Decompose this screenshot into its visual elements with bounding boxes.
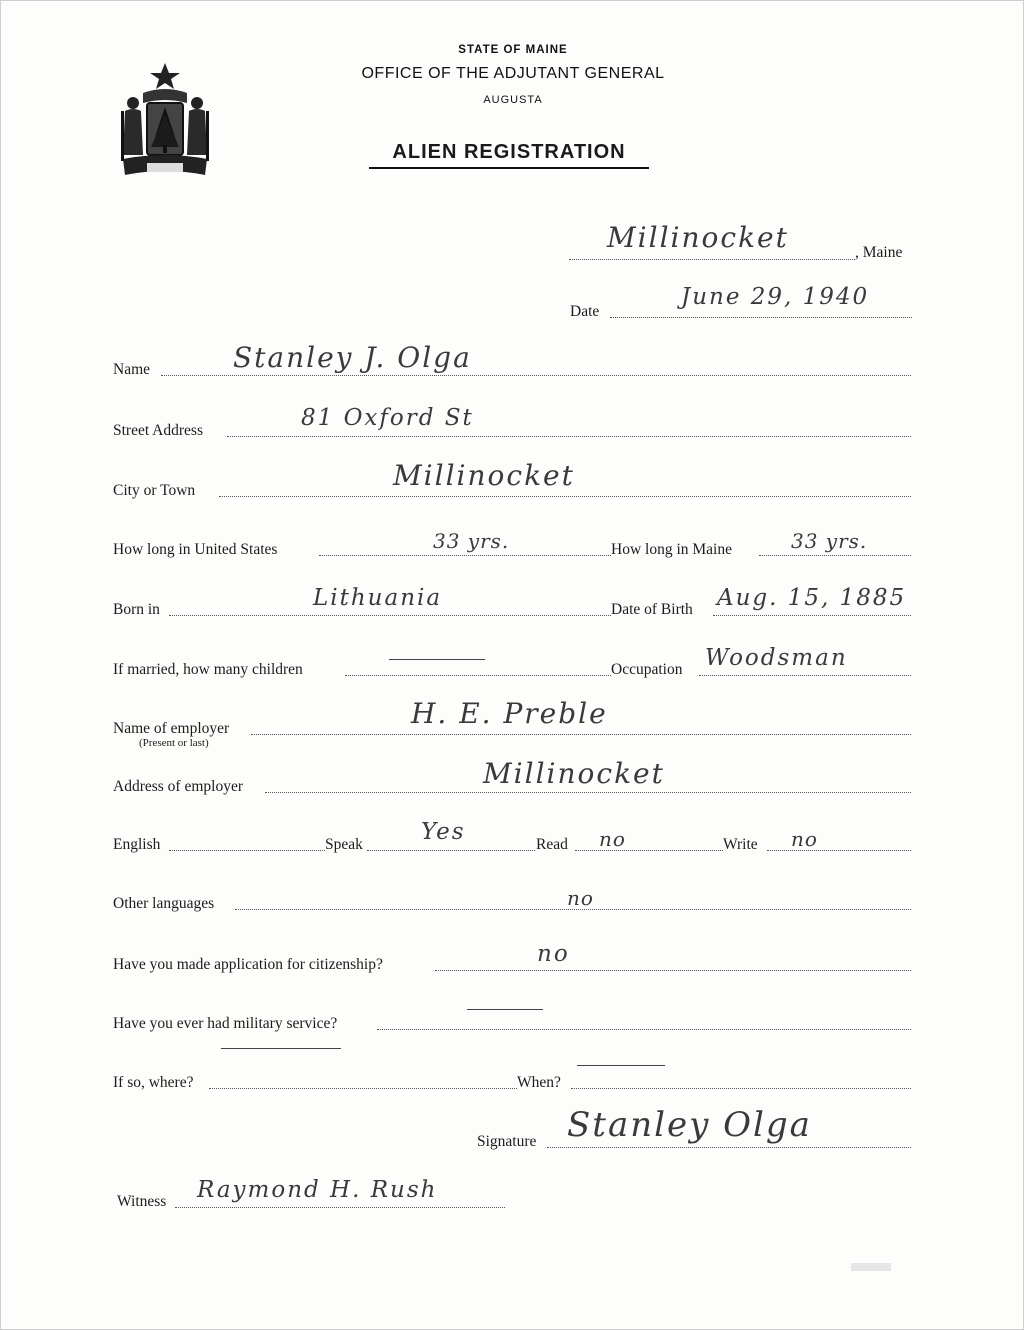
military-dash-mark (467, 1009, 543, 1010)
name-label: Name (113, 361, 151, 378)
write-label: Write (723, 836, 758, 853)
office-heading: OFFICE OF THE ADJUTANT GENERAL (361, 65, 665, 82)
other-languages-label: Other languages (113, 895, 215, 912)
occupation-value: Woodsman (705, 645, 848, 671)
city-town-label: City or Town (113, 482, 196, 499)
employer-address-value: Millinocket (483, 757, 665, 790)
citizenship-value: no (537, 941, 570, 967)
citizenship-label: Have you made application for citizenship? (113, 956, 383, 973)
how-long-us-label: How long in United States (113, 541, 278, 558)
state-heading: STATE OF MAINE (458, 44, 568, 56)
witness-value: Raymond H. Rush (197, 1177, 438, 1203)
form-title: ALIEN REGISTRATION (369, 141, 649, 169)
how-long-maine-value: 33 yrs. (791, 529, 868, 553)
write-value: no (791, 827, 818, 851)
military-label: Have you ever had military service? (113, 1015, 338, 1032)
date-value: June 29, 1940 (681, 284, 870, 310)
city-town-value: Millinocket (393, 459, 575, 492)
signature-value: Stanley Olga (567, 1105, 812, 1145)
speak-value: Yes (421, 819, 466, 845)
date-of-birth-label: Date of Birth (611, 601, 693, 618)
where-label: If so, where? (113, 1074, 194, 1091)
english-label: English (113, 836, 161, 853)
maine-state-seal-icon (113, 59, 217, 187)
born-in-value: Lithuania (313, 585, 443, 611)
when-label: When? (517, 1074, 561, 1091)
speak-label: Speak (325, 836, 363, 853)
when-dash-mark (577, 1065, 665, 1066)
born-in-label: Born in (113, 601, 160, 618)
other-languages-value: no (567, 886, 594, 910)
signature-label: Signature (477, 1133, 537, 1150)
name-value: Stanley J. Olga (233, 341, 472, 374)
occupation-label: Occupation (611, 661, 683, 678)
witness-label: Witness (117, 1193, 167, 1210)
how-long-maine-label: How long in Maine (611, 541, 732, 558)
children-label: If married, how many children (113, 661, 303, 678)
city-heading: AUGUSTA (483, 94, 543, 106)
read-value: no (599, 827, 626, 851)
street-address-value: 81 Oxford St (301, 405, 474, 431)
employer-name-sublabel: (Present or last) (139, 737, 209, 749)
employer-address-label: Address of employer (113, 778, 243, 795)
employer-name-value: H. E. Preble (411, 697, 608, 730)
street-address-label: Street Address (113, 422, 203, 439)
how-long-us-value: 33 yrs. (433, 529, 510, 553)
date-label: Date (570, 303, 600, 320)
military-dash-mark-2 (221, 1048, 341, 1049)
children-dash-mark (389, 659, 485, 660)
employer-name-label: Name of employer (113, 720, 230, 737)
read-label: Read (536, 836, 568, 853)
place-maine-label: , Maine (855, 244, 903, 261)
date-of-birth-value: Aug. 15, 1885 (717, 585, 907, 611)
place-value: Millinocket (607, 221, 789, 254)
scan-artifact (851, 1263, 891, 1271)
